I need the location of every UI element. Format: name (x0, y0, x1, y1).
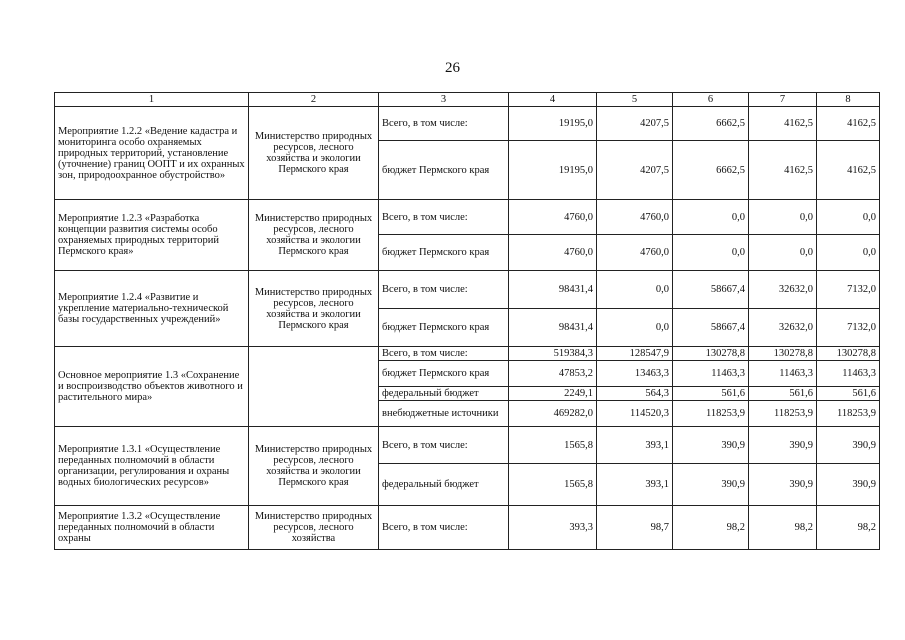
value-cell: 4162,5 (817, 107, 880, 141)
value-cell: 4760,0 (509, 235, 597, 271)
event-name: Мероприятие 1.2.2 «Ведение кадастра и мониторинга особо охраняемых природных территорий, установление (уточнение) границ ООПТ и их охранных зон, природоохранное обустройство» (55, 107, 249, 200)
value-cell: 561,6 (749, 387, 817, 401)
value-cell: 0,0 (673, 200, 749, 235)
funding-source: Всего, в том числе: (379, 347, 509, 361)
funding-source: бюджет Пермского края (379, 361, 509, 387)
funding-source: Всего, в том числе: (379, 200, 509, 235)
value-cell: 0,0 (817, 235, 880, 271)
value-cell: 128547,9 (597, 347, 673, 361)
column-header: 4 (509, 93, 597, 107)
funding-source: бюджет Пермского края (379, 141, 509, 200)
value-cell: 114520,3 (597, 401, 673, 427)
value-cell: 58667,4 (673, 271, 749, 309)
value-cell: 393,1 (597, 427, 673, 464)
value-cell: 1565,8 (509, 464, 597, 506)
value-cell: 4207,5 (597, 141, 673, 200)
column-header: 3 (379, 93, 509, 107)
value-cell: 118253,9 (749, 401, 817, 427)
column-header: 2 (249, 93, 379, 107)
value-cell: 4760,0 (597, 200, 673, 235)
value-cell: 13463,3 (597, 361, 673, 387)
value-cell: 11463,3 (817, 361, 880, 387)
value-cell: 4760,0 (509, 200, 597, 235)
value-cell: 393,1 (597, 464, 673, 506)
value-cell: 118253,9 (673, 401, 749, 427)
value-cell: 98,7 (597, 506, 673, 550)
value-cell: 0,0 (817, 200, 880, 235)
value-cell: 7132,0 (817, 309, 880, 347)
funding-source: Всего, в том числе: (379, 427, 509, 464)
value-cell: 390,9 (673, 464, 749, 506)
value-cell: 0,0 (597, 309, 673, 347)
value-cell: 2249,1 (509, 387, 597, 401)
value-cell: 11463,3 (749, 361, 817, 387)
value-cell: 118253,9 (817, 401, 880, 427)
table-row (55, 107, 880, 141)
value-cell: 98,2 (673, 506, 749, 550)
value-cell: 561,6 (817, 387, 880, 401)
funding-source: Всего, в том числе: (379, 271, 509, 309)
header-row (55, 93, 880, 107)
value-cell: 519384,3 (509, 347, 597, 361)
value-cell: 98,2 (817, 506, 880, 550)
value-cell: 390,9 (749, 464, 817, 506)
event-name: Мероприятие 1.2.4 «Развитие и укрепление материально-технической базы государственных учреждений» (55, 271, 249, 347)
value-cell: 130278,8 (817, 347, 880, 361)
value-cell: 7132,0 (817, 271, 880, 309)
executor: Министерство природных ресурсов, лесного хозяйства (249, 506, 379, 550)
value-cell: 393,3 (509, 506, 597, 550)
event-name: Мероприятие 1.2.3 «Разработка концепции развития системы особо охраняемых природных территорий Пермского края» (55, 200, 249, 271)
value-cell: 564,3 (597, 387, 673, 401)
value-cell: 58667,4 (673, 309, 749, 347)
value-cell: 390,9 (817, 427, 880, 464)
funding-source: федеральный бюджет (379, 387, 509, 401)
funding-source: Всего, в том числе: (379, 107, 509, 141)
value-cell: 98,2 (749, 506, 817, 550)
table-row (55, 506, 880, 550)
event-name: Основное мероприятие 1.3 «Сохранение и воспроизводство объектов животного и растительного мира» (55, 347, 249, 427)
table-row (55, 427, 880, 464)
executor (249, 347, 379, 427)
value-cell: 4162,5 (817, 141, 880, 200)
column-header: 1 (55, 93, 249, 107)
column-header: 8 (817, 93, 880, 107)
value-cell: 390,9 (749, 427, 817, 464)
value-cell: 11463,3 (673, 361, 749, 387)
value-cell: 19195,0 (509, 107, 597, 141)
event-name: Мероприятие 1.3.2 «Осуществление переданных полномочий в области охраны (55, 506, 249, 550)
column-header: 6 (673, 93, 749, 107)
budget-table (54, 92, 880, 550)
funding-source: внебюджетные источники (379, 401, 509, 427)
value-cell: 130278,8 (673, 347, 749, 361)
value-cell: 390,9 (673, 427, 749, 464)
value-cell: 390,9 (817, 464, 880, 506)
value-cell: 4162,5 (749, 141, 817, 200)
value-cell: 32632,0 (749, 271, 817, 309)
funding-source: бюджет Пермского края (379, 309, 509, 347)
value-cell: 0,0 (597, 271, 673, 309)
funding-source: федеральный бюджет (379, 464, 509, 506)
value-cell: 561,6 (673, 387, 749, 401)
table-row (55, 200, 880, 235)
executor: Министерство природных ресурсов, лесного хозяйства и экологии Пермского края (249, 427, 379, 506)
value-cell: 0,0 (749, 200, 817, 235)
value-cell: 4760,0 (597, 235, 673, 271)
funding-source: Всего, в том числе: (379, 506, 509, 550)
value-cell: 98431,4 (509, 271, 597, 309)
executor: Министерство природных ресурсов, лесного хозяйства и экологии Пермского края (249, 271, 379, 347)
value-cell: 0,0 (749, 235, 817, 271)
value-cell: 4162,5 (749, 107, 817, 141)
table-row (55, 347, 880, 361)
value-cell: 0,0 (673, 235, 749, 271)
value-cell: 19195,0 (509, 141, 597, 200)
column-header: 7 (749, 93, 817, 107)
value-cell: 47853,2 (509, 361, 597, 387)
event-name: Мероприятие 1.3.1 «Осуществление переданных полномочий в области организации, регулирования и охраны водных биологических ресурсов» (55, 427, 249, 506)
executor: Министерство природных ресурсов, лесного хозяйства и экологии Пермского края (249, 200, 379, 271)
value-cell: 98431,4 (509, 309, 597, 347)
value-cell: 130278,8 (749, 347, 817, 361)
value-cell: 6662,5 (673, 107, 749, 141)
table-row (55, 271, 880, 309)
executor: Министерство природных ресурсов, лесного хозяйства и экологии Пермского края (249, 107, 379, 200)
value-cell: 469282,0 (509, 401, 597, 427)
value-cell: 4207,5 (597, 107, 673, 141)
value-cell: 1565,8 (509, 427, 597, 464)
value-cell: 6662,5 (673, 141, 749, 200)
page-number: 26 (445, 60, 460, 76)
value-cell: 32632,0 (749, 309, 817, 347)
funding-source: бюджет Пермского края (379, 235, 509, 271)
column-header: 5 (597, 93, 673, 107)
